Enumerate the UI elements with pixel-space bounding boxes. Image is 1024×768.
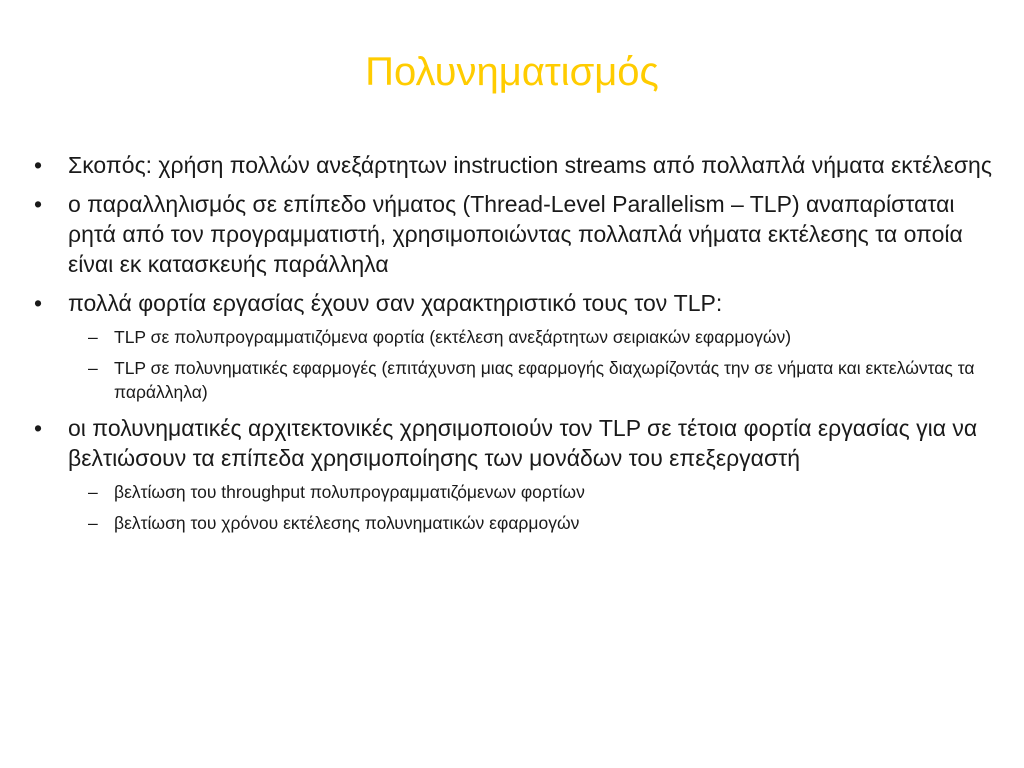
dash-icon: – bbox=[88, 513, 98, 533]
sub-bullet-text: βελτίωση του throughput πολυπρογραμματιζόμενων φορτίων bbox=[114, 482, 585, 502]
bullet-text: ο παραλληλισμός σε επίπεδο νήματος (Thread-Level Parallelism – TLP) αναπαρίσταται ρητά από τον προγραμματιστή, χρησιμοποιώντας πολλαπλά νήματα εκτέλεσης τα οποία είναι εκ κατασκευής παράλληλα bbox=[68, 191, 963, 277]
bullet-item bbox=[32, 189, 992, 279]
dash-icon: – bbox=[88, 358, 98, 378]
sub-bullet-text: βελτίωση του χρόνου εκτέλεσης πολυνηματικών εφαρμογών bbox=[114, 513, 580, 533]
slide-title: Πολυνηματισμός bbox=[365, 50, 659, 94]
sub-bullet-item bbox=[32, 511, 992, 535]
sub-bullet-item bbox=[32, 356, 992, 404]
bullet-dot-icon: • bbox=[34, 415, 43, 441]
bullet-dot-icon: • bbox=[34, 152, 43, 178]
bullet-text: πολλά φορτία εργασίας έχουν σαν χαρακτηριστικό τους τον TLP: bbox=[68, 290, 723, 316]
bullet-item bbox=[32, 413, 992, 473]
bullet-dot-icon: • bbox=[34, 191, 43, 217]
bullet-dot-icon: • bbox=[34, 290, 43, 316]
dash-icon: – bbox=[88, 482, 98, 502]
sub-bullet-item bbox=[32, 480, 992, 504]
bullet-item bbox=[32, 288, 992, 318]
dash-icon: – bbox=[88, 327, 98, 347]
sub-bullet-text: TLP σε πολυπρογραμματιζόμενα φορτία (εκτέλεση ανεξάρτητων σειριακών εφαρμογών) bbox=[114, 327, 792, 347]
slide-body bbox=[32, 150, 992, 544]
sub-bullet-item bbox=[32, 325, 992, 349]
bullet-item bbox=[32, 150, 992, 180]
sub-bullet-text: TLP σε πολυνηματικές εφαρμογές (επιτάχυνση μιας εφαρμογής διαχωρίζοντάς την σε νήματα και εκτελώντας τα παράλληλα) bbox=[114, 358, 975, 402]
bullet-text: Σκοπός: χρήση πολλών ανεξάρτητων instruction streams από πολλαπλά νήματα εκτέλεσης bbox=[68, 152, 992, 178]
bullet-text: οι πολυνηματικές αρχιτεκτονικές χρησιμοποιούν τον TLP σε τέτοια φορτία εργασίας για να βελτιώσουν τα επίπεδα χρησιμοποίησης των μονάδων του επεξεργαστή bbox=[68, 415, 978, 471]
